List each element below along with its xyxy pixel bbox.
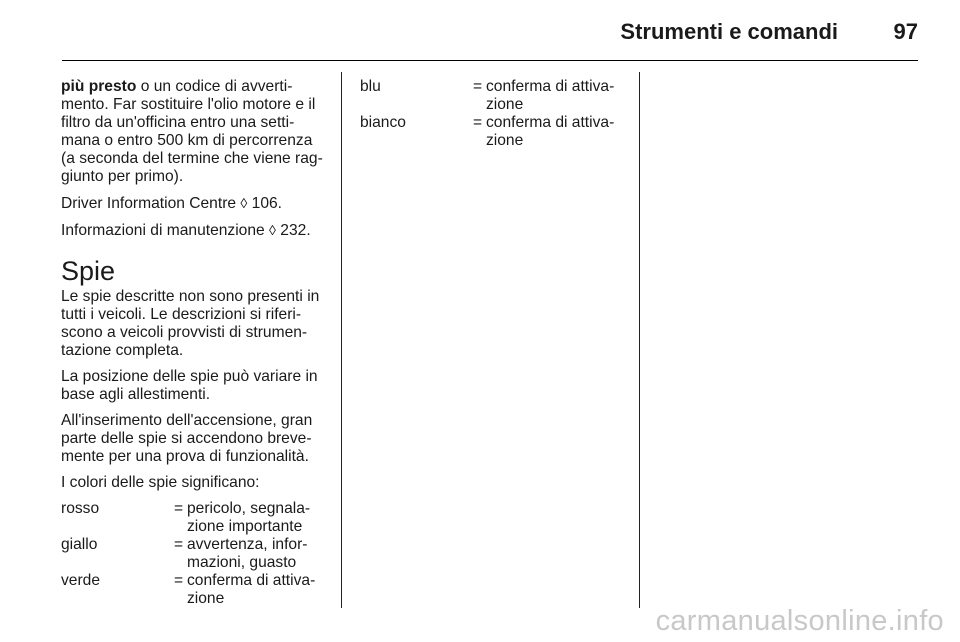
color-meaning: conferma di attiva-zione xyxy=(187,572,316,607)
page-reference-icon: ◊ xyxy=(269,222,276,238)
color-name: bianco xyxy=(360,114,406,131)
reference-dic xyxy=(61,194,326,213)
page-number: 97 xyxy=(893,19,918,44)
paragraph: I colori delle spie significano: xyxy=(61,474,260,491)
reference-page: 232. xyxy=(275,222,311,239)
page-header xyxy=(62,16,918,62)
reference-page: 106. xyxy=(247,195,282,212)
watermark: carmanualsonline.info xyxy=(655,605,944,637)
color-name: rosso xyxy=(61,500,100,517)
color-name: giallo xyxy=(61,536,98,553)
equals-sign: = xyxy=(473,78,483,95)
equals-sign: = xyxy=(473,114,483,131)
reference-text: Driver Information Centre xyxy=(61,195,241,212)
color-meaning: avvertenza, infor-mazioni, guasto xyxy=(187,536,308,571)
intro-bold: più presto xyxy=(61,78,137,95)
color-row-white xyxy=(360,114,626,150)
intro-paragraph xyxy=(61,78,326,186)
section-title: Strumenti e comandi xyxy=(620,19,838,44)
column-divider xyxy=(639,72,640,608)
column-divider xyxy=(341,72,342,608)
section-heading: Spie xyxy=(61,256,116,286)
column-left xyxy=(61,78,326,608)
color-row-yellow xyxy=(61,536,326,572)
color-row-red xyxy=(61,500,326,536)
equals-sign: = xyxy=(174,500,184,517)
color-meaning: conferma di attiva-zione xyxy=(486,78,615,113)
paragraph: All'inserimento dell'accensione, gran parte delle spie si accendono breve-mente per una prova di funzionalità. xyxy=(61,412,313,465)
color-meaning: pericolo, segnala-zione importante xyxy=(187,500,311,535)
color-row-green xyxy=(61,572,326,608)
paragraph: Le spie descritte non sono presenti in tutti i veicoli. Le descrizioni si riferi-scono a veicoli provvisti di strumen-tazione completa. xyxy=(61,288,320,359)
header-rule xyxy=(62,60,918,61)
equals-sign: = xyxy=(174,572,184,589)
intro-text: o un codice di avverti-mento. Far sostituire l'olio motore e il filtro da un'officina entro una setti-mana o entro 500 km di percorrenza (a seconda del termine che viene rag-giunto per primo). xyxy=(61,78,323,185)
paragraph: La posizione delle spie può variare in base agli allestimenti. xyxy=(61,368,318,403)
reference-maintenance xyxy=(61,221,326,240)
equals-sign: = xyxy=(174,536,184,553)
color-name: blu xyxy=(360,78,381,95)
page-reference-icon: ◊ xyxy=(240,195,248,211)
color-meaning: conferma di attiva-zione xyxy=(486,114,615,149)
reference-text: Informazioni di manutenzione xyxy=(61,222,270,239)
color-row-blue xyxy=(360,78,626,114)
column-middle xyxy=(360,78,626,150)
color-name: verde xyxy=(61,572,101,589)
